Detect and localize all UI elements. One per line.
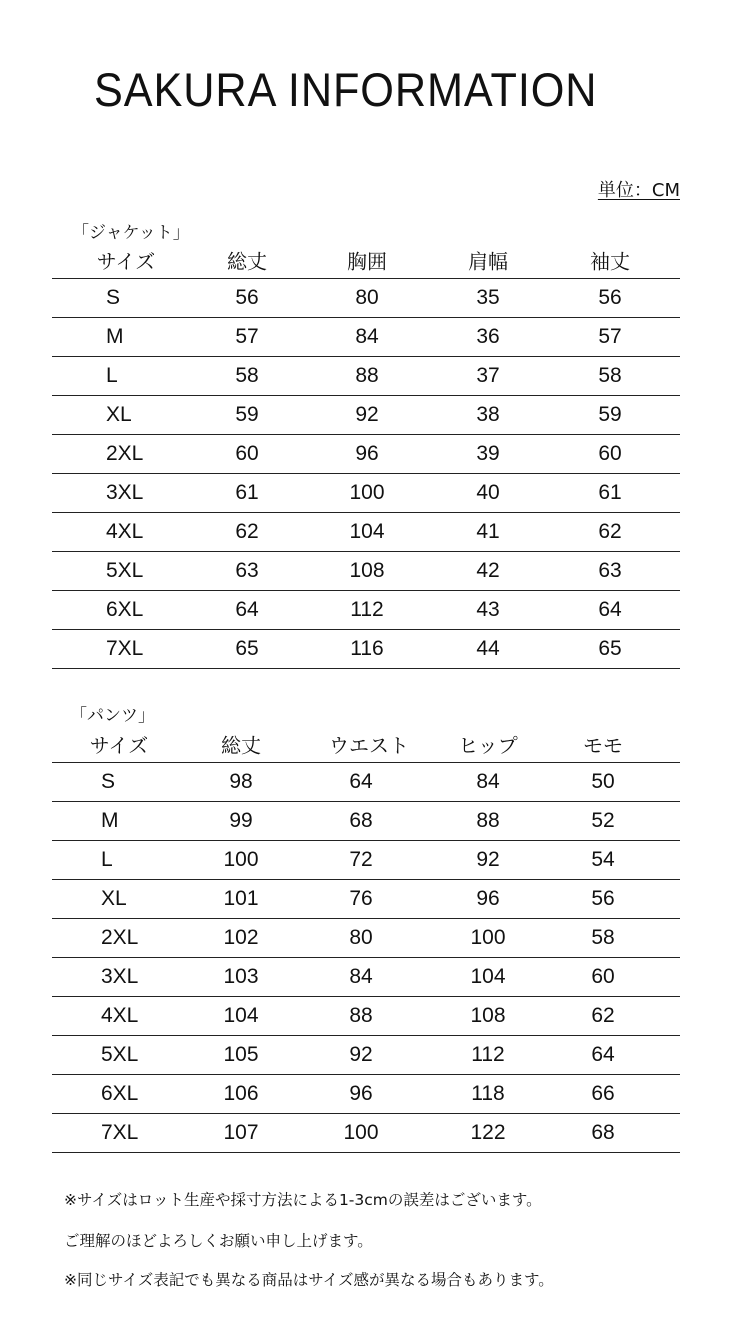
size-cell: XL	[106, 403, 132, 426]
measurement-cell: 62	[235, 520, 259, 543]
size-cell: 5XL	[106, 559, 144, 582]
table-row	[52, 1114, 680, 1153]
jacket-header-cell: サイズ	[96, 249, 156, 274]
measurement-cell: 50	[591, 770, 615, 793]
size-cell: 2XL	[101, 926, 139, 949]
measurement-cell: 92	[349, 1043, 373, 1066]
measurement-cell: 59	[598, 403, 622, 426]
table-row	[52, 1075, 680, 1114]
table-row	[52, 958, 680, 997]
measurement-cell: 100	[223, 848, 259, 871]
measurement-cell: 64	[349, 770, 373, 793]
size-cell: 3XL	[106, 481, 144, 504]
measurement-cell: 43	[476, 598, 500, 621]
measurement-cell: 108	[470, 1004, 506, 1027]
size-cell: XL	[101, 887, 127, 910]
jacket-table-header	[52, 238, 680, 279]
measurement-cell: 100	[470, 926, 506, 949]
measurement-cell: 88	[355, 364, 379, 387]
measurement-cell: 99	[229, 809, 253, 832]
table-row	[52, 357, 680, 396]
pants-section-label: 「パンツ」	[70, 706, 155, 726]
measurement-cell: 58	[598, 364, 622, 387]
measurement-cell: 112	[471, 1043, 505, 1066]
measurement-cell: 92	[355, 403, 379, 426]
measurement-cell: 42	[476, 559, 500, 582]
measurement-cell: 35	[476, 286, 500, 309]
size-cell: 7XL	[101, 1121, 139, 1144]
measurement-cell: 101	[223, 887, 259, 910]
table-row	[52, 630, 680, 669]
measurement-cell: 84	[355, 325, 379, 348]
measurement-cell: 56	[598, 286, 622, 309]
measurement-cell: 62	[598, 520, 622, 543]
measurement-cell: 100	[343, 1121, 379, 1144]
measurement-cell: 40	[476, 481, 500, 504]
measurement-cell: 58	[235, 364, 259, 387]
measurement-cell: 80	[349, 926, 373, 949]
pants-header-cell: 総丈	[221, 733, 261, 758]
measurement-cell: 88	[476, 809, 500, 832]
measurement-cell: 56	[235, 286, 259, 309]
unit-label: 単位：CM	[597, 180, 680, 201]
measurement-cell: 100	[349, 481, 385, 504]
measurement-cell: 68	[591, 1121, 615, 1144]
measurement-cell: 61	[598, 481, 622, 504]
measurement-cell: 92	[476, 848, 500, 871]
pants-header-cell: ヒップ	[458, 733, 518, 758]
size-cell: L	[106, 364, 118, 387]
measurement-cell: 64	[591, 1043, 615, 1066]
measurement-cell: 38	[476, 403, 500, 426]
size-cell: S	[106, 286, 121, 309]
measurement-cell: 39	[476, 442, 500, 465]
measurement-cell: 96	[349, 1082, 373, 1105]
table-row	[52, 435, 680, 474]
size-cell: 2XL	[106, 442, 144, 465]
measurement-cell: 107	[223, 1121, 259, 1144]
measurement-cell: 41	[476, 520, 500, 543]
table-row	[52, 919, 680, 958]
measurement-cell: 106	[223, 1082, 259, 1105]
measurement-cell: 72	[349, 848, 373, 871]
measurement-cell: 112	[350, 598, 384, 621]
table-row	[52, 591, 680, 630]
note-fit-variation: ※同じサイズ表記でも異なる商品はサイズ感が異なる場合もあります。	[64, 1271, 554, 1289]
measurement-cell: 68	[349, 809, 373, 832]
table-row	[52, 552, 680, 591]
measurement-cell: 88	[349, 1004, 373, 1027]
measurement-cell: 36	[476, 325, 500, 348]
measurement-cell: 60	[598, 442, 622, 465]
measurement-cell: 104	[349, 520, 385, 543]
table-row	[52, 880, 680, 919]
pants-header-cell: モモ	[583, 733, 623, 758]
measurement-cell: 80	[355, 286, 379, 309]
measurement-cell: 37	[476, 364, 500, 387]
table-row	[52, 841, 680, 880]
measurement-cell: 66	[591, 1082, 615, 1105]
note-tolerance: ※サイズはロット生産や採寸方法による1-3cmの誤差はございます。	[64, 1191, 542, 1209]
measurement-cell: 98	[229, 770, 253, 793]
measurement-cell: 57	[598, 325, 622, 348]
measurement-cell: 104	[223, 1004, 259, 1027]
measurement-cell: 60	[235, 442, 259, 465]
measurement-cell: 118	[471, 1082, 505, 1105]
measurement-cell: 64	[598, 598, 622, 621]
pants-table-header	[52, 722, 680, 763]
jacket-size-table	[52, 238, 680, 669]
measurement-cell: 102	[223, 926, 259, 949]
measurement-cell: 63	[598, 559, 622, 582]
jacket-header-cell: 胸囲	[347, 249, 387, 274]
measurement-cell: 96	[355, 442, 379, 465]
measurement-cell: 104	[470, 965, 506, 988]
measurement-cell: 105	[223, 1043, 259, 1066]
measurement-cell: 108	[349, 559, 385, 582]
size-cell: 6XL	[101, 1082, 139, 1105]
measurement-cell: 65	[235, 637, 259, 660]
table-row	[52, 513, 680, 552]
measurement-cell: 59	[235, 403, 259, 426]
page-title: SAKURA INFORMATION	[94, 63, 598, 116]
measurement-cell: 122	[470, 1121, 506, 1144]
table-row	[52, 279, 680, 318]
measurement-cell: 44	[476, 637, 500, 660]
measurement-cell: 103	[223, 965, 259, 988]
measurement-cell: 84	[476, 770, 500, 793]
measurement-cell: 57	[235, 325, 259, 348]
size-cell: L	[101, 848, 113, 871]
size-cell: S	[101, 770, 116, 793]
jacket-header-cell: 袖丈	[590, 249, 630, 274]
note-apology: ご理解のほどよろしくお願い申し上げます。	[64, 1232, 373, 1250]
size-cell: 6XL	[106, 598, 144, 621]
table-row	[52, 318, 680, 357]
table-row	[52, 396, 680, 435]
measurement-cell: 84	[349, 965, 373, 988]
table-row	[52, 474, 680, 513]
measurement-cell: 60	[591, 965, 615, 988]
jacket-header-cell: 総丈	[227, 249, 267, 274]
jacket-section-label: 「ジャケット」	[72, 223, 190, 243]
pants-size-table	[52, 722, 680, 1153]
table-row	[52, 997, 680, 1036]
measurement-cell: 63	[235, 559, 259, 582]
measurement-cell: 65	[598, 637, 622, 660]
size-cell: 4XL	[101, 1004, 139, 1027]
measurement-cell: 62	[591, 1004, 615, 1027]
table-row	[52, 1036, 680, 1075]
table-row	[52, 763, 680, 802]
measurement-cell: 76	[349, 887, 373, 910]
size-cell: 7XL	[106, 637, 144, 660]
size-cell: 5XL	[101, 1043, 139, 1066]
measurement-cell: 64	[235, 598, 259, 621]
measurement-cell: 56	[591, 887, 615, 910]
size-cell: M	[101, 809, 119, 832]
jacket-header-cell: 肩幅	[468, 249, 508, 274]
measurement-cell: 61	[235, 481, 259, 504]
measurement-cell: 116	[350, 637, 384, 660]
measurement-cell: 96	[476, 887, 500, 910]
size-cell: 3XL	[101, 965, 139, 988]
size-cell: 4XL	[106, 520, 144, 543]
measurement-cell: 54	[591, 848, 615, 871]
measurement-cell: 52	[591, 809, 615, 832]
pants-header-cell: サイズ	[89, 733, 149, 758]
measurement-cell: 58	[591, 926, 615, 949]
size-cell: M	[106, 325, 124, 348]
pants-header-cell: ウエスト	[329, 733, 409, 758]
table-row	[52, 802, 680, 841]
